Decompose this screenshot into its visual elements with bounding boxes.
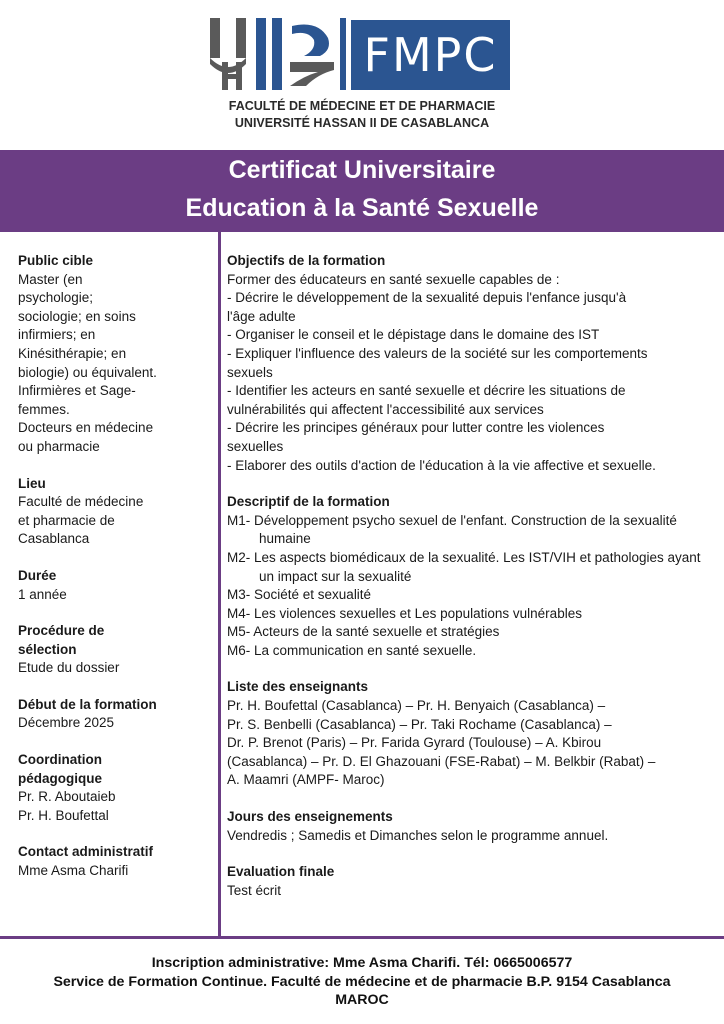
public-line: femmes.: [18, 401, 70, 417]
objectifs-section: [227, 252, 717, 475]
logo-divider: [340, 18, 346, 90]
contact-value: Mme Asma Charifi: [18, 863, 129, 879]
public-line: Infirmières et Sage-: [18, 383, 136, 399]
evaluation-value: Test écrit: [227, 882, 282, 898]
procedure-section: [18, 622, 210, 678]
faculty-name: FACULTÉ DE MÉDECINE ET DE PHARMACIE: [228, 99, 496, 113]
enseignant-line: Pr. S. Benbelli (Casablanca) – Pr. Taki Rochame (Casablanca) –: [227, 716, 612, 732]
coordination-section: [18, 751, 210, 825]
coordination-title: pédagogique: [18, 770, 102, 786]
public-line: Master (en: [18, 271, 83, 287]
objectif-line: - Identifier les acteurs en santé sexuelle et décrire les situations de: [227, 383, 626, 399]
jours-title: Jours des enseignements: [227, 809, 393, 825]
lieu-section: [18, 475, 210, 549]
duree-title: Durée: [18, 567, 57, 583]
objectif-line: - Décrire les principes généraux pour lutter contre les violences: [227, 420, 605, 436]
lieu-line: Casablanca: [18, 531, 90, 547]
public-line: ou pharmacie: [18, 438, 100, 454]
descriptif-section: [227, 493, 717, 660]
lieu-title: Lieu: [18, 475, 46, 491]
debut-title: Début de la formation: [18, 696, 157, 712]
enseignants-section: [227, 678, 717, 790]
public-line: Docteurs en médecine: [18, 420, 154, 436]
public-line: infirmiers; en: [18, 327, 96, 343]
public-title: Public cible: [18, 253, 94, 268]
module-item: M6- La communication en santé sexuelle.: [227, 642, 477, 658]
procedure-value: Etude du dossier: [18, 660, 120, 676]
objectif-line: sexuels: [227, 364, 273, 380]
public-line: biologie) ou équivalent.: [18, 364, 157, 380]
fmpc-logo: FMPC: [351, 20, 510, 90]
column-divider: [218, 232, 221, 938]
objectif-line: - Décrire le développement de la sexualité depuis l'enfance jusqu'à: [227, 290, 627, 306]
descriptif-title: Descriptif de la formation: [227, 494, 390, 510]
objectif-line: l'âge adulte: [227, 308, 296, 324]
footer-service: Service de Formation Continue. Faculté de médecine et de pharmacie B.P. 9154 Casablanca: [53, 974, 671, 990]
contact-title: Contact administratif: [18, 844, 154, 860]
module-item: M5- Acteurs de la santé sexuelle et stratégies: [227, 624, 500, 640]
coordinator-name: Pr. R. Aboutaieb: [18, 789, 116, 805]
university-name: UNIVERSITÉ HASSAN II DE CASABLANCA: [234, 116, 490, 130]
footer-country: MAROC: [335, 992, 389, 1008]
program-details: [227, 252, 717, 918]
lieu-line: et pharmacie de: [18, 512, 115, 528]
objectif-line: sexuelles: [227, 438, 284, 454]
duree-value: 1 année: [18, 586, 67, 602]
footer-divider: [0, 936, 724, 939]
duree-section: [18, 567, 210, 604]
evaluation-section: [227, 863, 717, 900]
objectif-line: - Elaborer des outils d'action de l'éducation à la vie affective et sexuelle.: [227, 457, 656, 473]
objectif-line: - Organiser le conseil et le dépistage dans le domaine des IST: [227, 327, 600, 343]
coordinator-name: Pr. H. Boufettal: [18, 807, 109, 823]
enseignant-line: Dr. P. Brenot (Paris) – Pr. Farida Gyrard (Toulouse) – A. Kbirou: [227, 735, 602, 751]
coordination-title: Coordination: [18, 752, 102, 768]
procedure-title: Procédure de: [18, 623, 105, 639]
public-line: psychologie;: [18, 290, 94, 306]
public-line: Kinésithérapie; en: [18, 345, 127, 361]
module-item: M1- Développement psycho sexuel de l'enfant. Construction de la sexualité humaine: [227, 512, 677, 547]
program-title: Education à la Santé Sexuelle: [185, 194, 539, 222]
enseignant-line: Pr. H. Boufettal (Casablanca) – Pr. H. Benyaich (Casablanca) –: [227, 698, 606, 714]
module-item: M3- Société et sexualité: [227, 587, 372, 603]
footer-inscription: Inscription administrative: Mme Asma Charifi. Tél: 0665006577: [151, 955, 573, 971]
contact-section: [18, 843, 210, 880]
university-logo: [208, 16, 340, 92]
evaluation-title: Evaluation finale: [227, 864, 335, 880]
objectifs-title: Objectifs de la formation: [227, 253, 386, 268]
jours-section: [227, 808, 717, 845]
lieu-line: Faculté de médecine: [18, 494, 144, 510]
enseignant-line: A. Maamri (AMPF- Maroc): [227, 772, 385, 788]
debut-value: Décembre 2025: [18, 715, 115, 731]
debut-section: [18, 696, 210, 733]
jours-value: Vendredis ; Samedis et Dimanches selon le programme annuel.: [227, 827, 609, 843]
certificate-title: Certificat Universitaire: [228, 156, 496, 184]
public-line: sociologie; en soins: [18, 308, 136, 324]
header: [0, 0, 724, 150]
objectif-line: vulnérabilités qui affectent l'accessibilité aux services: [227, 401, 544, 417]
public-section: [18, 252, 210, 457]
enseignants-title: Liste des enseignants: [227, 679, 369, 695]
module-item: M2- Les aspects biomédicaux de la sexualité. Les IST/VIH et pathologies ayant un impact sur la sexualité: [227, 549, 701, 584]
procedure-title: sélection: [18, 641, 77, 657]
objectif-line: Former des éducateurs en santé sexuelle capables de :: [227, 271, 560, 287]
enseignant-line: (Casablanca) – Pr. D. El Ghazouani (FSE-Rabat) – M. Belkbir (Rabat) –: [227, 753, 656, 769]
info-sidebar: [18, 252, 210, 899]
module-item: M4- Les violences sexuelles et Les populations vulnérables: [227, 605, 582, 621]
objectif-line: - Expliquer l'influence des valeurs de la société sur les comportements: [227, 345, 648, 361]
